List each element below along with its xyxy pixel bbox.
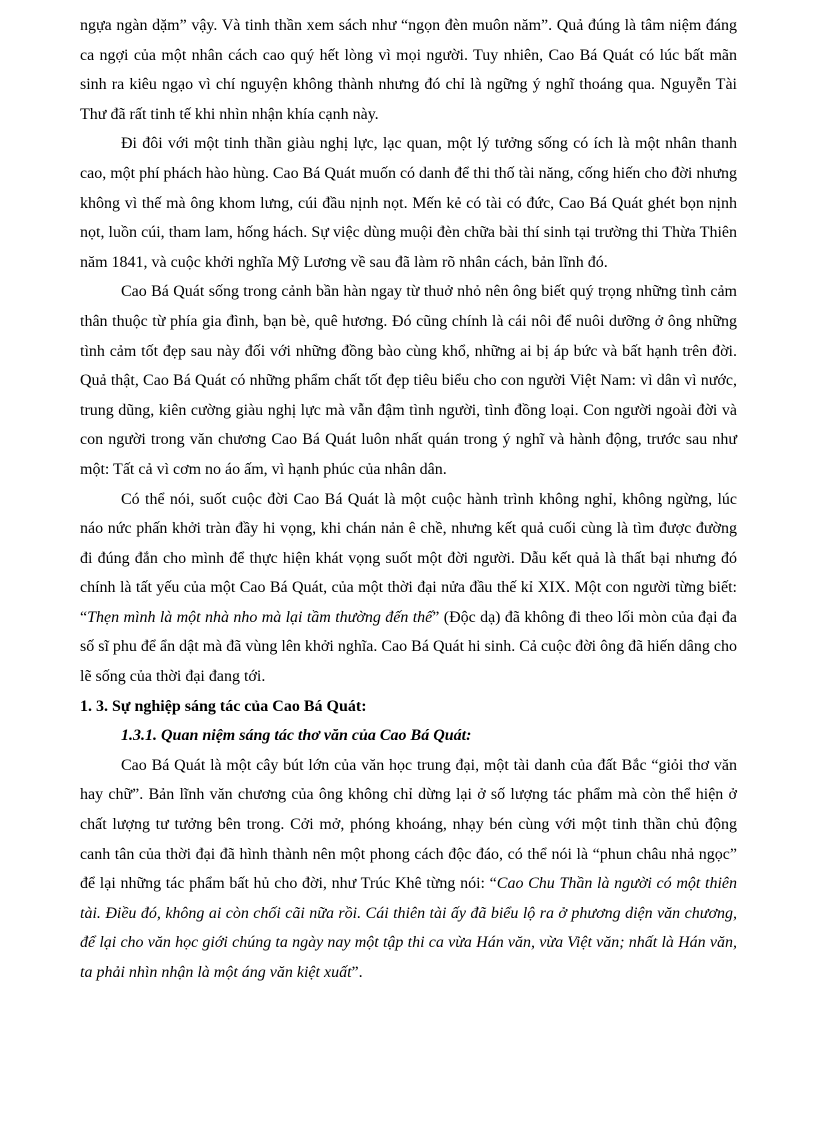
paragraph <box>80 751 737 988</box>
section-heading: 1. 3. Sự nghiệp sáng tác của Cao Bá Quát: <box>80 697 367 715</box>
subsection-heading: 1.3.1. Quan niệm sáng tác thơ văn của Cao Bá Quát: <box>121 727 472 745</box>
paragraph-text: ”. <box>351 964 363 981</box>
paragraph: ngựa ngàn dặm” vậy. Và tinh thần xem sách như “ngọn đèn muôn năm”. Quả đúng là tâm niệm đáng ca ngợi của một nhân cách cao quý hết lòng vì mọi người. Tuy nhiên, Cao Bá Quát có lúc bất mãn sinh ra kiêu ngạo vì chí nguyện không thành nhưng đó chỉ là ngững ý nghĩ thoáng qua. Nguyễn Tài Thư đã rất tinh tế khi nhìn nhận khía cạnh này. <box>80 17 737 123</box>
paragraph: Đi đôi với một tinh thần giàu nghị lực, lạc quan, một lý tưởng sống có ích là một nhân thanh cao, một phí phách hào hùng. Cao Bá Quát muốn có danh để thi thố tài năng, cống hiến cho đời nhưng không vì thế mà ông khom lưng, cúi đầu nịnh nọt. Mến kẻ có tài có đức, Cao Bá Quát ghét bọn nịnh nọt, luồn cúi, tham lam, hống hách. Sự việc dùng muội đèn chữa bài thí sinh tại trường thi Thừa Thiên năm 1841, và cuộc khởi nghĩa Mỹ Lương về sau đã làm rõ nhân cách, bản lĩnh đó. <box>80 135 737 271</box>
document-page <box>80 11 737 988</box>
paragraph-text: ” (Độc dạ) đã không đi theo lối mòn của đại đa số sĩ phu để ẩn dật mà đã vùng lên khởi nghĩa. Cao Bá Quát hi sinh. Cả cuộc đời ông đã hiến dâng cho lẽ sống của thời đại đang tới. <box>80 608 738 686</box>
paragraph <box>80 485 737 692</box>
quote-italic: Cao Chu Thần là người có một thiên tài. Điều đó, không ai còn chối cãi nữa rồi. Cái thiên tài ấy đã biểu lộ ra ở phương diện văn chương, để lại cho văn học giới chúng ta ngày nay một tập thi ca vừa Hán văn, vừa Việt văn; nhất là Hán văn, ta phải nhìn nhận là một áng văn kiệt xuất <box>80 875 737 981</box>
paragraph-text: Có thể nói, suốt cuộc đời Cao Bá Quát là một cuộc hành trình không nghỉ, không ngừng, lúc náo nức phấn khởi tràn đầy hi vọng, khi chán nản ê chề, nhưng kết quả cuối cùng là tìm được đường đi đúng đắn cho mình để thực hiện khát vọng suốt một đời người. Dẫu kết quả là thất bại nhưng đó chính là tất yếu của một Cao Bá Quát, của một thời đại nửa đầu thế kỉ XIX. Một con người từng biết: “ <box>80 490 737 626</box>
paragraph-text: Cao Bá Quát là một cây bút lớn của văn học trung đại, một tài danh của đất Bắc “giỏi thơ văn hay chữ”. Bản lĩnh văn chương của ông không chỉ dừng lại ở số lượng tác phẩm mà còn thể hiện ở chất lượng tư tưởng bên trong. Cởi mở, phóng khoáng, nhạy bén cùng với một tinh thần chủ động canh tân của thời đại đã hình thành nên một phong cách độc đáo, có thể nói là “phun châu nhả ngọc” để lại những tác phẩm bất hủ cho đời, như Trúc Khê từng nói: “ <box>80 756 737 893</box>
quote-italic: Thẹn mình là một nhà nho mà lại tầm thường đến thế <box>87 608 433 626</box>
paragraph: Cao Bá Quát sống trong cảnh bần hàn ngay từ thuở nhỏ nên ông biết quý trọng những tình cảm thân thuộc từ phía gia đình, bạn bè, quê hương. Đó cũng chính là cái nôi để nuôi dưỡng ở ông những tình cảm tốt đẹp sau này đối với những đồng bào cùng khổ, những ai bị áp bức và bất hạnh trên đời. Quả thật, Cao Bá Quát có những phẩm chất tốt đẹp tiêu biểu cho con người Việt Nam: vì dân vì nước, trung dũng, kiên cường giàu nghị lực mà vẫn đậm tình người, tình đồng loại. Con người ngoài đời và con người trong văn chương Cao Bá Quát luôn nhất quán trong ý nghĩ và hành động, trước sau như một: Tất cả vì cơm no áo ấm, vì hạnh phúc của nhân dân. <box>80 283 737 478</box>
